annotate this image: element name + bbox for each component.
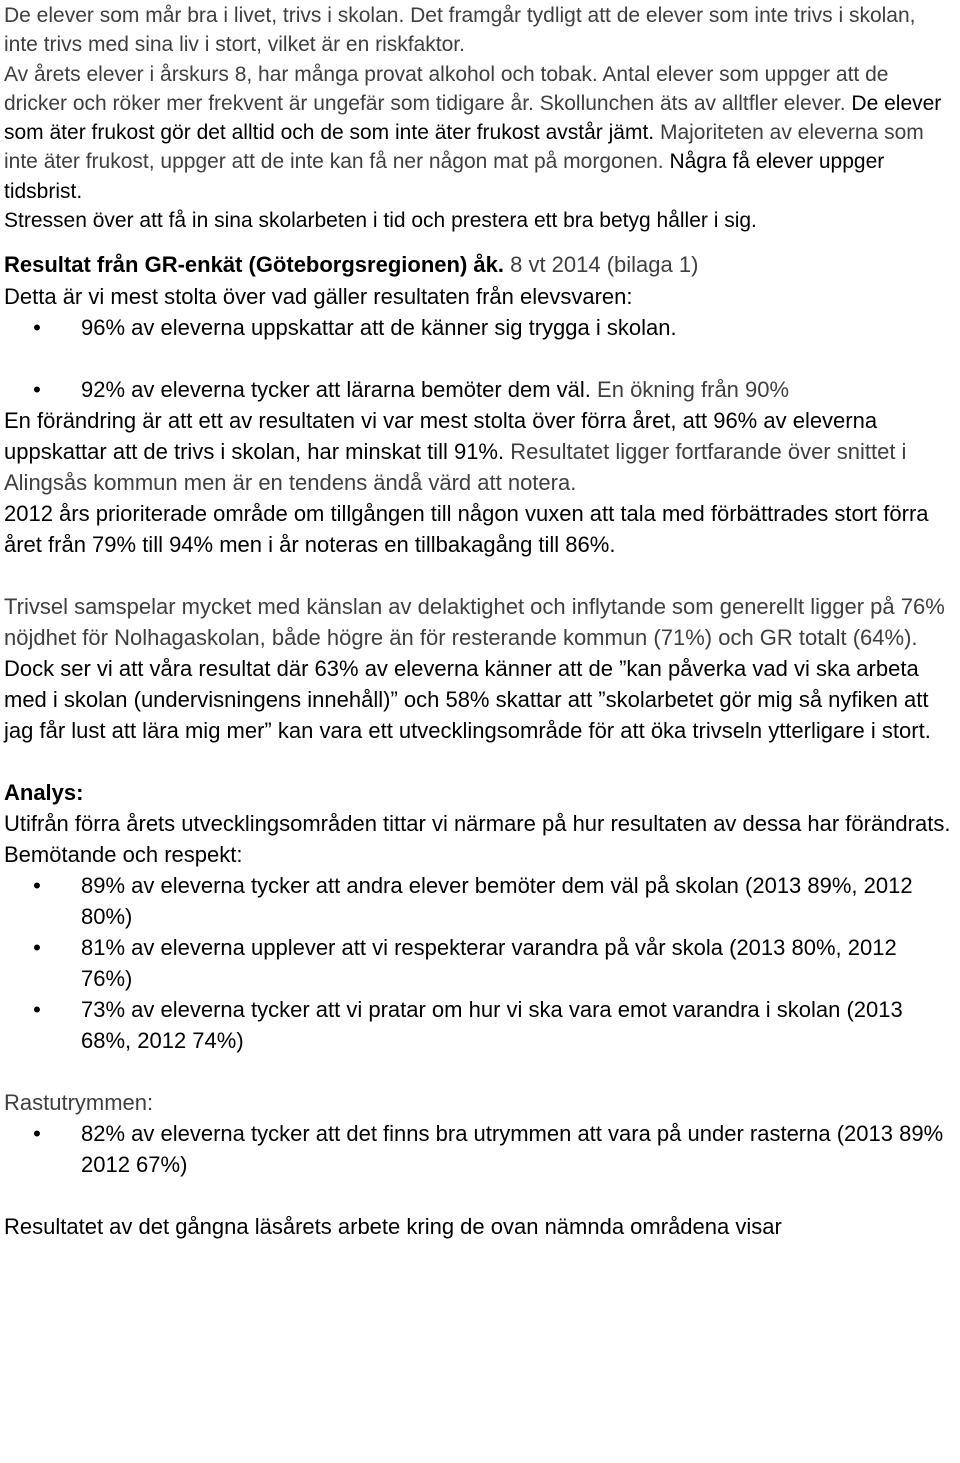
- spacer: [4, 560, 954, 591]
- rast-list: [4, 1118, 954, 1180]
- analys-intro: Utifrån förra årets utvecklingsområden tittar vi närmare på hur resultaten av dessa har förändrats.: [4, 811, 951, 837]
- document-page: [0, 1, 960, 1463]
- gr-proud-list: [4, 312, 954, 405]
- bullet-icon: •: [33, 1121, 41, 1147]
- gr-priority-paragraph: 2012 års prioriterade område om tillgången till någon vuxen att tala med förbättrades stort förra året från 79% till 94% men i år noteras en tillbakagång till 86%.: [4, 501, 929, 558]
- bullet-icon: •: [33, 315, 41, 341]
- list-item: • 89% av eleverna tycker att andra elever bemöter dem väl på skolan (2013 89%, 2012 80%): [4, 870, 954, 932]
- bullet-icon: •: [33, 935, 41, 961]
- rast-label: Rastutrymmen:: [4, 1090, 154, 1116]
- gr-change-paragraph: En förändring är att ett av resultaten vi var mest stolta över förra året, att 96% av eleverna uppskattar att de trivs i skolan, har minskat till 91%. Resultatet ligger fortfarande över snittet i Alingsås kommun men är en tendens ändå värd att notera.: [4, 408, 907, 496]
- spacer: [4, 1180, 954, 1211]
- list-item: • 82% av eleverna tycker att det finns bra utrymmen att vara på under rasterna (2013 89% 2012 67%): [4, 1118, 954, 1180]
- list-item: • 96% av eleverna uppskattar att de känner sig trygga i skolan.: [4, 312, 954, 343]
- analys-heading: Analys:: [4, 780, 84, 806]
- trivsel-paragraph: Trivsel samspelar mycket med känslan av delaktighet och inflytande som generellt ligger på 76% nöjdhet för Nolhagaskolan, både högre än för resterande kommun (71%) och GR totalt (64%). Dock ser vi att våra resultat där 63% av eleverna känner att de ”kan påverka vad vi ska arbeta med i skolan (undervisningens innehåll)” och 58% skattar att ”skolarbetet gör mig så nyfiken att jag får lust att lära mig mer” kan vara ett utvecklingsområde för att öka trivseln ytterligare i stort.: [4, 594, 945, 744]
- spacer: [4, 1056, 954, 1087]
- bullet-icon: •: [33, 997, 41, 1023]
- respect-list: [4, 870, 954, 1056]
- list-item: • 92% av eleverna tycker att lärarna bemöter dem väl. En ökning från 90%: [4, 374, 954, 405]
- list-item: • 81% av eleverna upplever att vi respekterar varandra på vår skola (2013 80%, 2012 76%): [4, 932, 954, 994]
- final-paragraph: Resultatet av det gångna läsårets arbete kring de ovan nämnda områdena visar: [4, 1214, 782, 1240]
- respect-label: Bemötande och respekt:: [4, 842, 243, 868]
- gr-heading: Resultat från GR-enkät (Göteborgsregionen) åk. 8 vt 2014 (bilaga 1): [4, 252, 699, 278]
- list-item: • 73% av eleverna tycker att vi pratar om hur vi ska vara emot varandra i skolan (2013 68%, 2012 74%): [4, 994, 954, 1056]
- bullet-icon: •: [33, 377, 41, 403]
- intro-paragraph: De elever som mår bra i livet, trivs i skolan. Det framgår tydligt att de elever som inte trivs i skolan, inte trivs med sina liv i stort, vilket är en riskfaktor. Av årets elever i årskurs 8, har många provat alkohol och tobak. Antal elever som uppger att de dricker och röker mer frekvent är ungefär som tidigare år. Skollunchen äts av alltfler elever. De elever som äter frukost gör det alltid och de som inte äter frukost avstår jämt. Majoriteten av eleverna som inte äter frukost, uppger att de inte kan få ner någon mat på morgonen. Några få elever uppger tidsbrist. Stressen över att få in sina skolarbeten i tid och prestera ett bra betyg håller i sig.: [4, 4, 942, 233]
- spacer: [4, 746, 954, 777]
- bullet-icon: •: [33, 873, 41, 899]
- gr-intro: Detta är vi mest stolta över vad gäller resultaten från elevsvaren:: [4, 284, 633, 310]
- spacer: [4, 235, 954, 249]
